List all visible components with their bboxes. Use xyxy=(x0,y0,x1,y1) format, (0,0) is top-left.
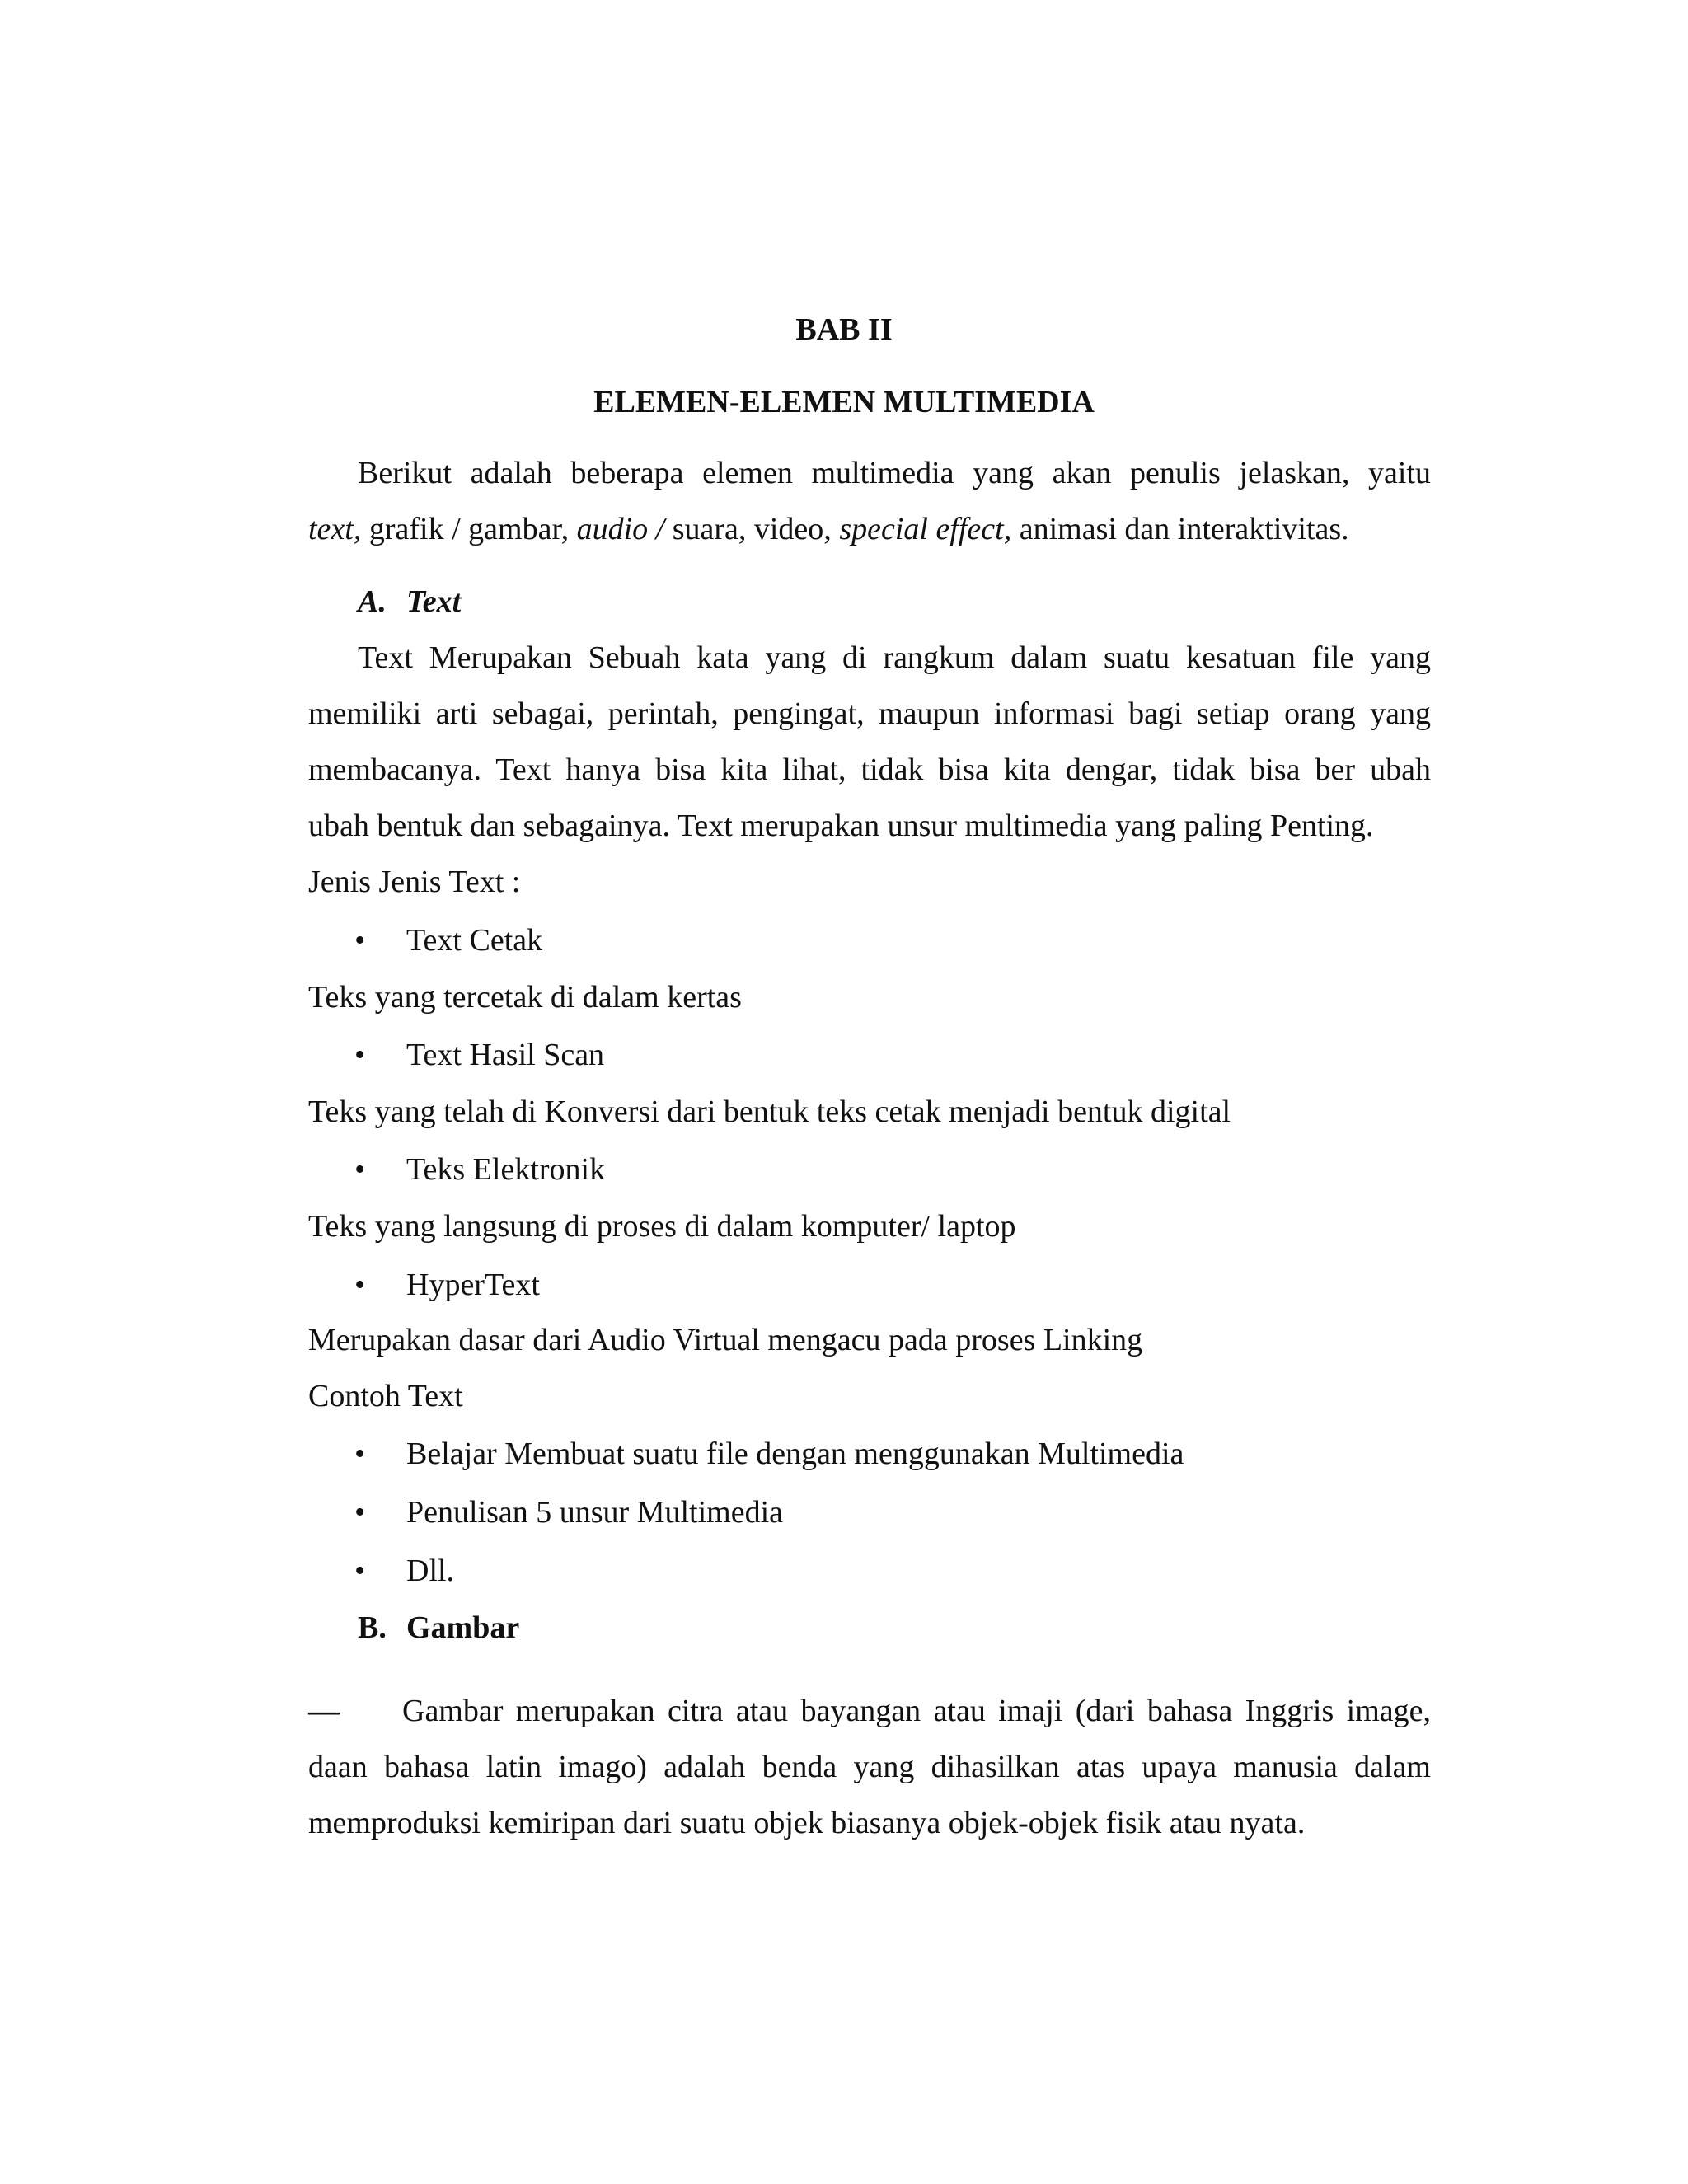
section-a-para-line-1: Text Merupakan Sebuah kata yang di rangkum dalam suatu kesatuan file yang xyxy=(358,640,1431,675)
bullet-icon: • xyxy=(354,1495,366,1530)
types-label: Jenis Jenis Text : xyxy=(308,865,521,899)
section-a-letter: A. xyxy=(358,584,387,619)
intro-special-effect-term: special effect, xyxy=(839,512,1012,546)
type-name: Teks Elektronik xyxy=(406,1152,606,1187)
section-a-para-line-4: ubah bentuk dan sebagainya. Text merupakan unsur multimedia yang paling Penting. xyxy=(308,808,1374,843)
section-a-heading: Text xyxy=(406,584,462,619)
intro-text-run: grafik / gambar, xyxy=(361,512,577,546)
example-item: Belajar Membuat suatu file dengan menggunakan Multimedia xyxy=(406,1436,1184,1471)
examples-label: Contoh Text xyxy=(308,1379,463,1413)
bullet-icon: • xyxy=(354,1152,366,1187)
intro-line-2 xyxy=(308,509,1349,549)
type-name: Text Cetak xyxy=(406,923,543,958)
section-a-para-line-3: membacanya. Text hanya bisa kita lihat, tidak bisa kita dengar, tidak bisa ber ubah xyxy=(308,752,1431,787)
intro-line-1: Berikut adalah beberapa elemen multimedia yang akan penulis jelaskan, yaitu xyxy=(358,456,1431,490)
type-desc: Teks yang tercetak di dalam kertas xyxy=(308,980,742,1015)
example-item: Penulisan 5 unsur Multimedia xyxy=(406,1495,784,1530)
intro-text-run: animasi dan interaktivitas. xyxy=(1011,512,1349,546)
bullet-icon: • xyxy=(354,1436,366,1471)
dash-mark: — xyxy=(308,1694,340,1728)
example-item: Dll. xyxy=(406,1554,455,1588)
section-b-para-line-1: Gambar merupakan citra atau bayangan atau imaji (dari bahasa Inggris image, xyxy=(402,1694,1431,1728)
type-desc: Merupakan dasar dari Audio Virtual mengacu pada proses Linking xyxy=(308,1323,1143,1357)
section-b-letter: B. xyxy=(358,1610,387,1645)
bullet-icon: • xyxy=(354,1268,366,1302)
intro-text-term: text, xyxy=(308,512,362,546)
intro-text-run: suara, video, xyxy=(664,512,840,546)
type-desc: Teks yang langsung di proses di dalam komputer/ laptop xyxy=(308,1209,1016,1244)
section-b-para-line-2: daan bahasa latin imago) adalah benda yang dihasilkan atas upaya manusia dalam xyxy=(308,1750,1431,1784)
type-name: Text Hasil Scan xyxy=(406,1038,605,1072)
chapter-title: ELEMEN-ELEMEN MULTIMEDIA xyxy=(593,385,1095,419)
bullet-icon: • xyxy=(354,923,366,958)
intro-audio-term: audio / xyxy=(576,512,665,546)
bullet-icon: • xyxy=(354,1554,366,1588)
section-b-para-line-3: memproduksi kemiripan dari suatu objek biasanya objek-objek fisik atau nyata. xyxy=(308,1806,1306,1840)
chapter-label: BAB II xyxy=(795,312,893,347)
type-name: HyperText xyxy=(406,1268,540,1302)
type-desc: Teks yang telah di Konversi dari bentuk teks cetak menjadi bentuk digital xyxy=(308,1094,1231,1129)
section-a-para-line-2: memiliki arti sebagai, perintah, pengingat, maupun informasi bagi setiap orang yang xyxy=(308,696,1431,731)
bullet-icon: • xyxy=(354,1038,366,1072)
section-b-heading: Gambar xyxy=(406,1610,520,1645)
